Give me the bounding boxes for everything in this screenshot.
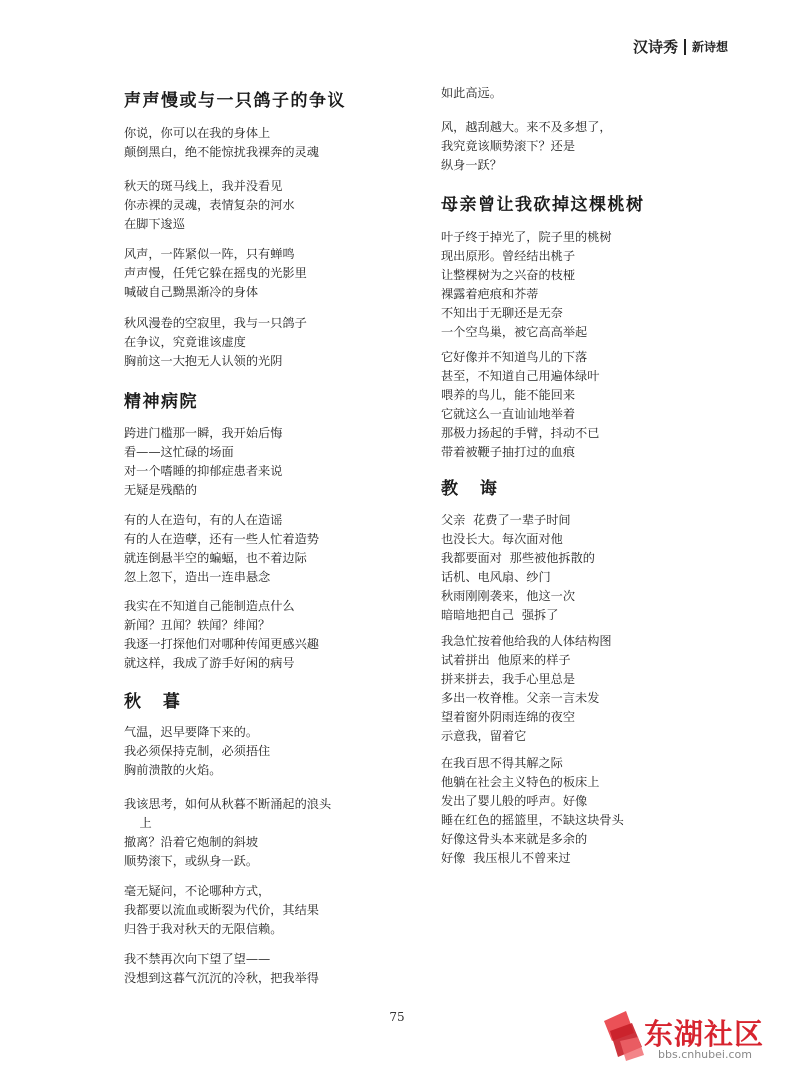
header-column-name: 新诗想: [691, 40, 728, 54]
poem-5-stanza-2: 我急忙按着他给我的人体结构图 试着拼出 他原来的样子 拼来拼去，我手心里总是 多出一枚脊椎。父亲一言未发 望着窗外阴雨连绵的夜空 示意我，留着它: [441, 634, 612, 743]
poem-5-stanza-1: 父亲 花费了一辈子时间 也没长大。每次面对他 我都要面对 那些被他拆散的 话机、电风扇、纱门 秋雨刚刚袭来，他这一次 暗暗地把自己 强拆了: [441, 513, 595, 622]
running-header: [633, 36, 728, 57]
page-number: 75: [389, 1010, 405, 1024]
poem-title-jiaohui: 教 诲: [441, 479, 505, 499]
poem-1-stanza-2: 秋天的斑马线上，我并没看见 你赤裸的灵魂，表情复杂的河水 在脚下逡巡: [124, 179, 295, 231]
header-divider: [684, 39, 686, 55]
poem-3-stanza-1: 气温，迟早要降下来的。 我必须保持克制，必须捂住 胸前溃散的火焰。: [124, 725, 271, 777]
poem-2-stanza-1: 跨进门槛那一瞬，我开始后悔 看——这忙碌的场面 对一个嗜睡的抑郁症患者来说 无疑是残酷的: [124, 426, 283, 497]
poem-3-stanza-4: 我不禁再次向下望了望—— 没想到这暮气沉沉的冷秋，把我举得: [124, 952, 319, 985]
poem-2-stanza-3: 我实在不知道自己能制造点什么 新闻？丑闻？轶闻？绯闻？ 我逐一打探他们对哪种传闻更感兴趣 就这样，我成了游手好闲的病号: [124, 599, 319, 670]
watermark-brand: 东湖社区: [644, 1017, 765, 1051]
poem-3-stanza-3: 毫无疑问，不论哪种方式， 我都要以流血或断裂为代价，其结果 归咎于我对秋天的无限信赖。: [124, 884, 319, 936]
poem-4-stanza-1: 叶子终于掉光了，院子里的桃树 现出原形。曾经结出桃子 让整棵树为之兴奋的枝桠 裸露着疤痕和芥蒂 不知出于无聊还是无奈 一个空鸟巢，被它高高举起: [441, 230, 612, 339]
poem-3-stanza-2: 我该思考，如何从秋暮不断涌起的浪头 上 撤离？沿着它炮制的斜坡 顺势滚下，或纵身一跃。: [124, 797, 332, 868]
poem-title-qiumu: 秋 暮: [124, 692, 188, 712]
poem-1-stanza-1: 你说，你可以在我的身体上 颠倒黑白，绝不能惊扰我裸奔的灵魂: [124, 126, 319, 159]
poem-1-stanza-4: 秋风漫卷的空寂里，我与一只鸽子 在争议，究竟谁该虚度 胸前这一大抱无人认领的光阴: [124, 316, 307, 368]
poem-5-stanza-3: 在我百思不得其解之际 他躺在社会主义特色的板床上 发出了婴儿般的呼声。好像 睡在红色的摇篮里，不缺这块骨头 好像这骨头本来就是多余的 好像 我压根儿不曾来过: [441, 756, 624, 865]
watermark-url: bbs.cnhubei.com: [658, 1048, 752, 1061]
poem-4-stanza-2: 它好像并不知道鸟儿的下落 甚至，不知道自己用遍体绿叶 喂养的鸟儿，能不能回来 它就这么一直讪讪地举着 那极力扬起的手臂，抖动不已 带着被鞭子抽打过的血痕: [441, 350, 600, 459]
poem-title-taoshu: 母亲曾让我砍掉这棵桃树: [441, 195, 645, 215]
poem-title-shengshengman: 声声慢或与一只鸽子的争议: [124, 91, 346, 111]
header-author: 汉诗秀: [632, 38, 678, 56]
donghu-logo-icon: [600, 1011, 646, 1061]
poem-3-stanza-5: 如此高远。: [441, 86, 502, 100]
poem-1-stanza-3: 风声，一阵紧似一阵，只有蝉鸣 声声慢，任凭它躲在摇曳的光影里 喊破自己黝黑渐冷的身体: [124, 247, 307, 299]
poem-title-jingshen-bingyuan: 精神病院: [124, 392, 198, 412]
poem-2-stanza-2: 有的人在造句，有的人在造谣 有的人在造孽，还有一些人忙着造势 就连倒悬半空的蝙蝠，也不着边际 忽上忽下，造出一连串悬念: [124, 513, 319, 584]
watermark-logo: [600, 1009, 780, 1065]
poem-3-stanza-6: 风，越刮越大。来不及多想了， 我究竟该顺势滚下？还是 纵身一跃？: [441, 120, 612, 172]
